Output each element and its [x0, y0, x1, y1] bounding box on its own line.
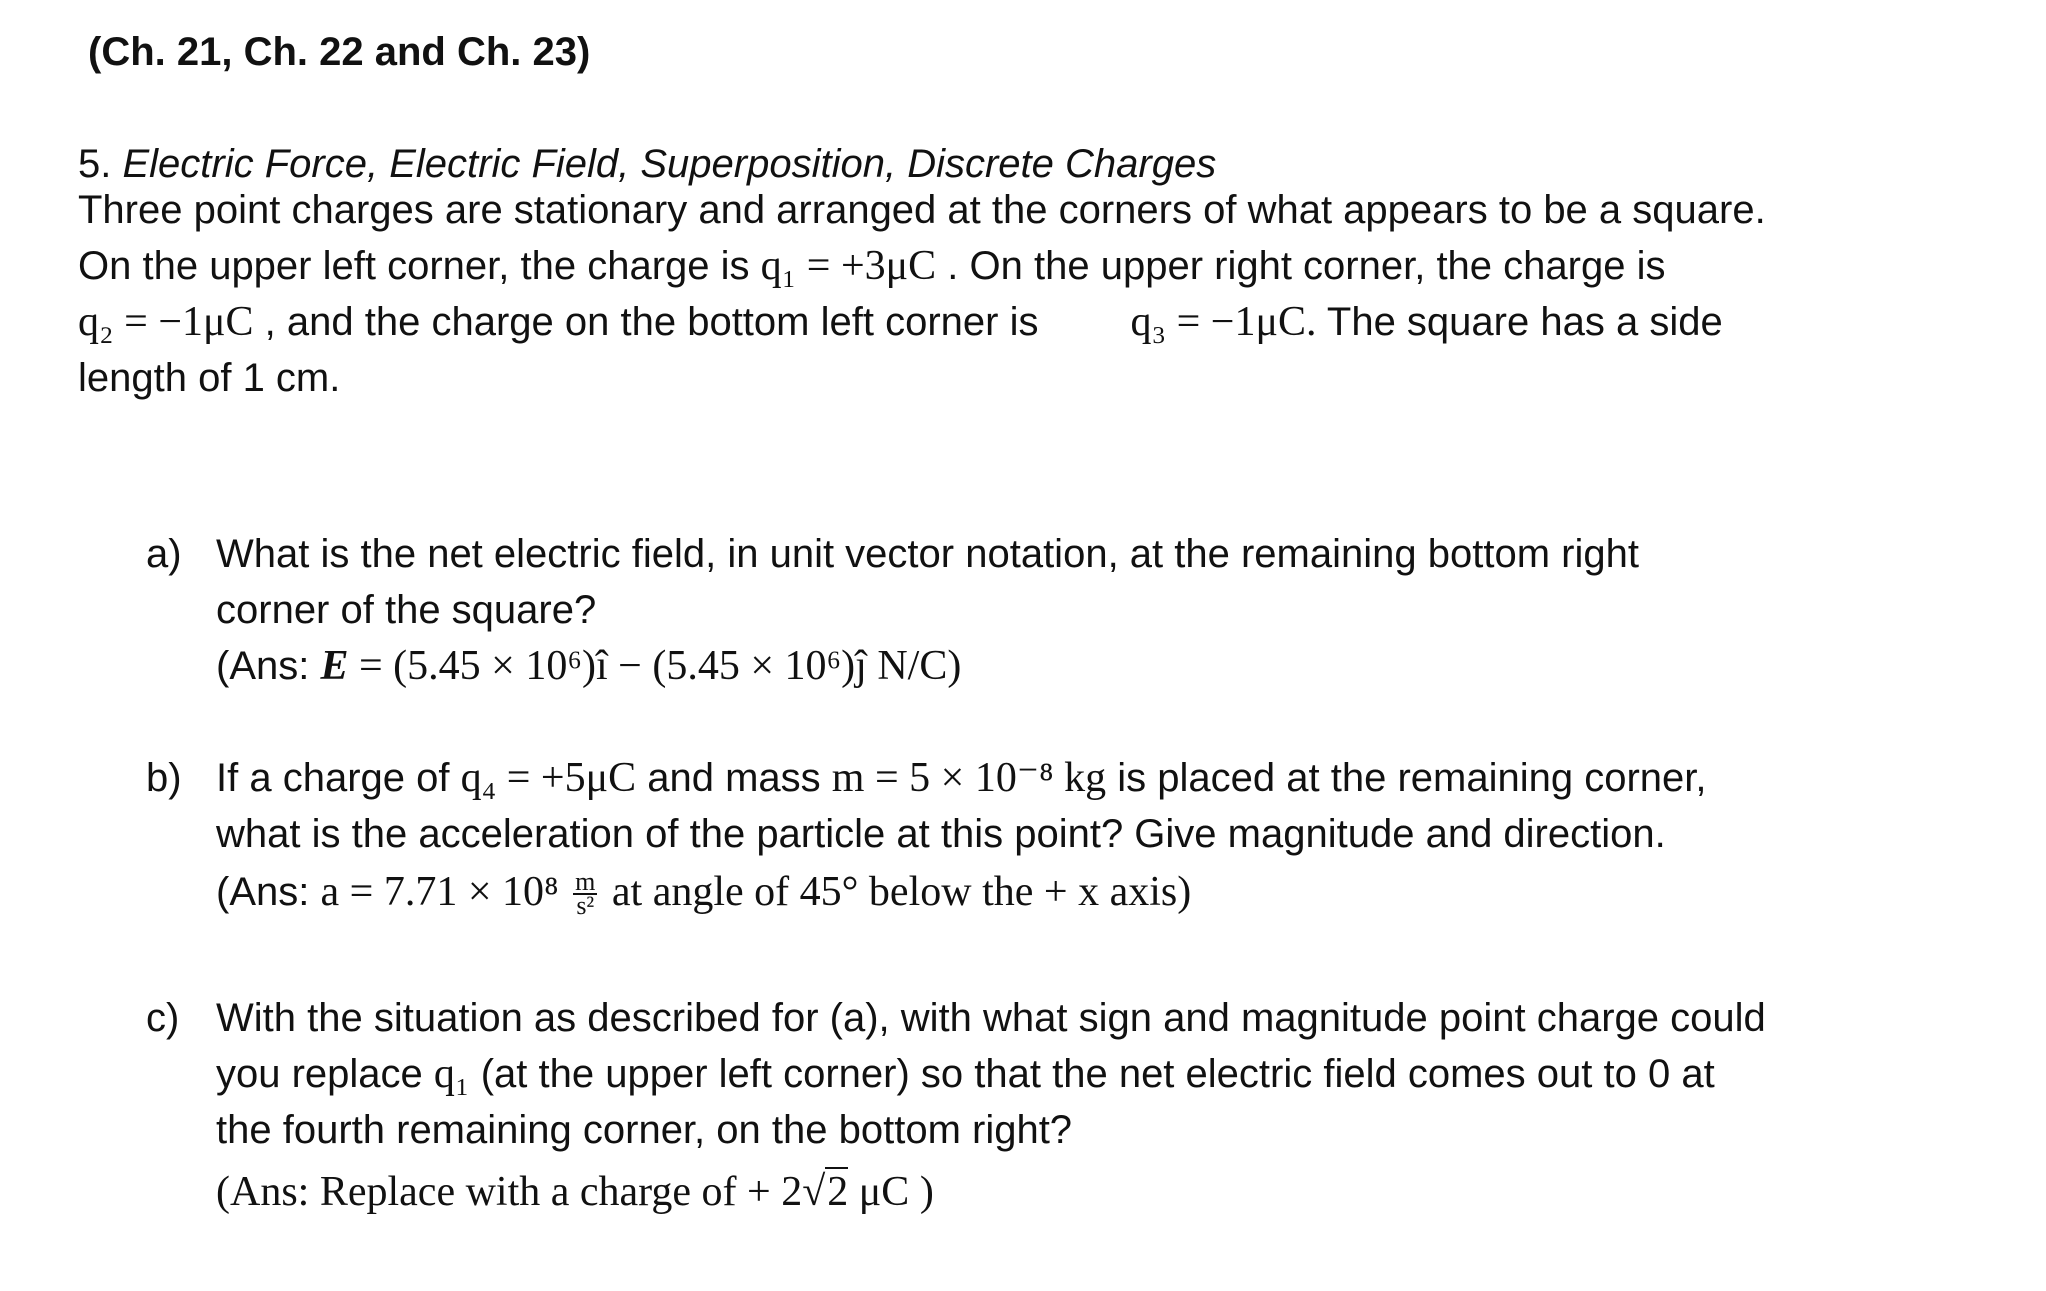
- answer-expression: a = 7.71 × 10⁸: [320, 869, 570, 915]
- question-a-letter: a): [146, 532, 182, 576]
- charge-q1-ref: q₁: [433, 1051, 470, 1097]
- question-c-answer: [216, 1168, 934, 1216]
- question-c-line-2: [216, 1050, 1715, 1098]
- intro-text: , and the charge on the bottom left corner is: [253, 300, 1039, 344]
- intro-line-1: Three point charges are stationary and arranged at the corners of what appears to be a square.: [78, 188, 1766, 232]
- question-text: is placed at the remaining corner,: [1106, 756, 1707, 800]
- question-c-line-3: the fourth remaining corner, on the bottom right?: [216, 1108, 1073, 1152]
- chapter-header: (Ch. 21, Ch. 22 and Ch. 23): [88, 30, 591, 74]
- question-b-letter: b): [146, 756, 182, 800]
- charge-q3: q₃ = −1μC.: [1130, 299, 1317, 345]
- section-title: [78, 140, 1216, 188]
- intro-text: On the upper left corner, the charge is: [78, 244, 761, 288]
- question-text: and mass: [636, 756, 832, 800]
- question-b-line-1: [216, 754, 1707, 802]
- question-text: you replace: [216, 1052, 434, 1096]
- answer-prefix: (Ans:: [216, 870, 321, 914]
- question-a-line-2: corner of the square?: [216, 588, 597, 632]
- question-c-line-1: With the situation as described for (a), with what sign and magnitude point charge could: [216, 996, 1766, 1040]
- answer-expression: at angle of 45° below the + x axis): [601, 869, 1192, 915]
- intro-text: . On the upper right corner, the charge is: [936, 244, 1666, 288]
- intro-line-2: [78, 242, 1665, 290]
- intro-line-3: [78, 298, 1723, 346]
- answer-expression: μC ): [848, 1169, 934, 1215]
- acceleration-units-fraction: [573, 867, 597, 921]
- answer-radicand: 2: [827, 1169, 849, 1215]
- question-a-answer: [216, 642, 961, 690]
- section-number: 5.: [78, 142, 112, 186]
- question-text: (at the upper left corner) so that the net electric field comes out to 0 at: [469, 1052, 1715, 1096]
- charge-q4: q₄ = +5μC: [460, 755, 637, 801]
- question-c-letter: c): [146, 996, 180, 1040]
- intro-line-4: length of 1 cm.: [78, 356, 341, 400]
- answer-prefix: (Ans:: [216, 644, 321, 688]
- mass-value: m = 5 × 10⁻⁸ kg: [831, 755, 1107, 801]
- question-text: If a charge of: [216, 756, 461, 800]
- answer-expression: (Ans: Replace with a charge of + 2√: [216, 1169, 826, 1215]
- question-a-line-1: What is the net electric field, in unit vector notation, at the remaining bottom right: [216, 532, 1639, 576]
- question-b-answer: [216, 867, 1192, 921]
- charge-q1: q₁ = +3μC: [760, 243, 937, 289]
- section-title-text: Electric Force, Electric Field, Superposition, Discrete Charges: [122, 142, 1217, 186]
- answer-expression: = (5.45 × 10⁶)î − (5.45 × 10⁶)ĵ N/C): [348, 643, 962, 689]
- answer-variable: E: [320, 643, 349, 689]
- fraction-numerator: m: [575, 867, 596, 897]
- question-b-line-2: what is the acceleration of the particle at this point? Give magnitude and direction.: [216, 812, 1666, 856]
- fraction-denominator: s²: [576, 891, 595, 921]
- charge-q2: q₂ = −1μC: [78, 299, 254, 345]
- intro-text: The square has a side: [1316, 300, 1723, 344]
